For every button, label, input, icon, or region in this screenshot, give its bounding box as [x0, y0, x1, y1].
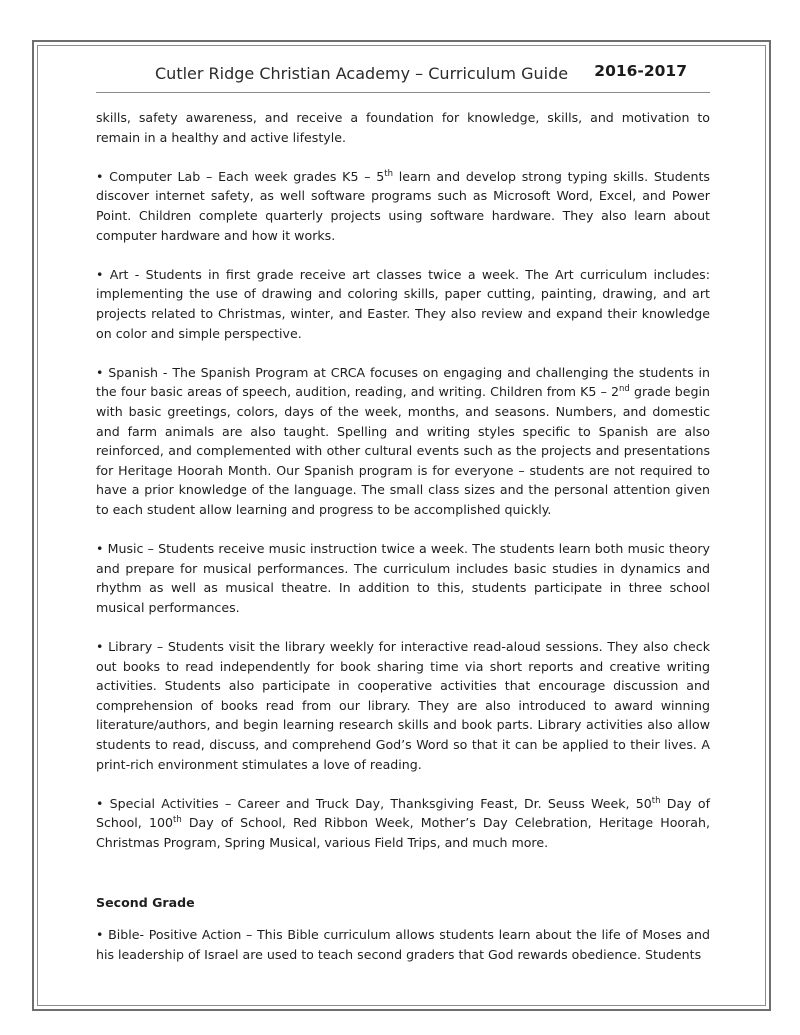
paragraph-art: • Art - Students in first grade receive art classes twice a week. The Art curriculum includes: implementing the use of drawing and coloring skills, paper cutting, painting, drawing, and art projects related to Christmas, winter, and Easter. They also review and expand their knowledge on color and simple perspective. [96, 266, 710, 341]
special-activities-text-3: Day of School, Red Ribbon Week, Mother’s Day Celebration, Heritage Hoorah, Christmas Program, Spring Musical, various Field Trips, and much more. [96, 815, 710, 850]
section-heading-second-grade: Second Grade [96, 894, 195, 910]
spanish-text-2: grade begin with basic greetings, colors, days of the week, months, and seasons. Numbers, and domestic and farm animals are also taught. Spelling and writing styles specific to Spanish are also reinforced, and complemented with other cultural events such as the projects and presentations for Heritage Hoorah Month. Our Spanish program is for everyone – students are not required to have a prior knowledge of the language. The small class sizes and the personal attention given to each student allow learning and progress to be accomplished quickly. [96, 384, 710, 517]
special-activities-superscript-1: th [651, 795, 661, 806]
document-body [96, 108, 710, 984]
paragraph-music: • Music – Students receive music instruction twice a week. The students learn both music theory and prepare for musical performances. The curriculum includes basic studies in dynamics and rhythm as well as musical theatre. In addition to this, students participate in three school musical performances. [96, 541, 710, 615]
special-activities-superscript-2: th [172, 815, 182, 826]
page-header [155, 58, 715, 88]
paragraph-bible: • Bible- Positive Action – This Bible curriculum allows students learn about the life of Moses and his leadership of Israel are used to teach second graders that God rewards obedience. Students [96, 927, 710, 962]
computer-lab-superscript: th [384, 168, 393, 179]
spanish-text-1: • Spanish - The Spanish Program at CRCA focuses on engaging and challenging the students in the four basic areas of speech, audition, reading, and writing. Children from K5 – 2 [96, 364, 710, 400]
computer-lab-text-1: • Computer Lab – Each week grades K5 – 5 [96, 168, 385, 184]
special-activities-text-2: Day of School, 100 [96, 795, 710, 831]
document-title: Cutler Ridge Christian Academy – Curriculum Guide [155, 64, 569, 83]
paragraph-pe-continuation: skills, safety awareness, and receive a foundation for knowledge, skills, and motivation to remain in a healthy and active lifestyle. [96, 110, 710, 145]
header-divider [96, 92, 710, 93]
paragraph-spanish [96, 363, 710, 520]
paragraph-library: • Library – Students visit the library weekly for interactive read-aloud sessions. They also check out books to read independently for book sharing time via short reports and creative writing activities. Students also participate in cooperative activities that encourage discussion and comprehension of books read from our library. They are also introduced to award winning literature/authors, and begin learning research skills and book parts. Library activities also allow students to read, discuss, and comprehend God’s Word so that it can be applied to their lives. A print-rich environment stimulates a love of reading. [96, 639, 710, 772]
school-year: 2016-2017 [594, 62, 687, 80]
spanish-superscript: nd [619, 384, 630, 395]
paragraph-special-activities [96, 794, 710, 853]
computer-lab-text-2: learn and develop strong typing skills. Students discover internet safety, as well software programs such as Microsoft Word, Excel, and Power Point. Children complete quarterly projects using software hardware. They also learn about computer hardware and how it works. [96, 168, 710, 243]
special-activities-text-1: • Special Activities – Career and Truck Day, Thanksgiving Feast, Dr. Seuss Week, 50 [96, 795, 652, 811]
paragraph-computer-lab [96, 167, 710, 245]
